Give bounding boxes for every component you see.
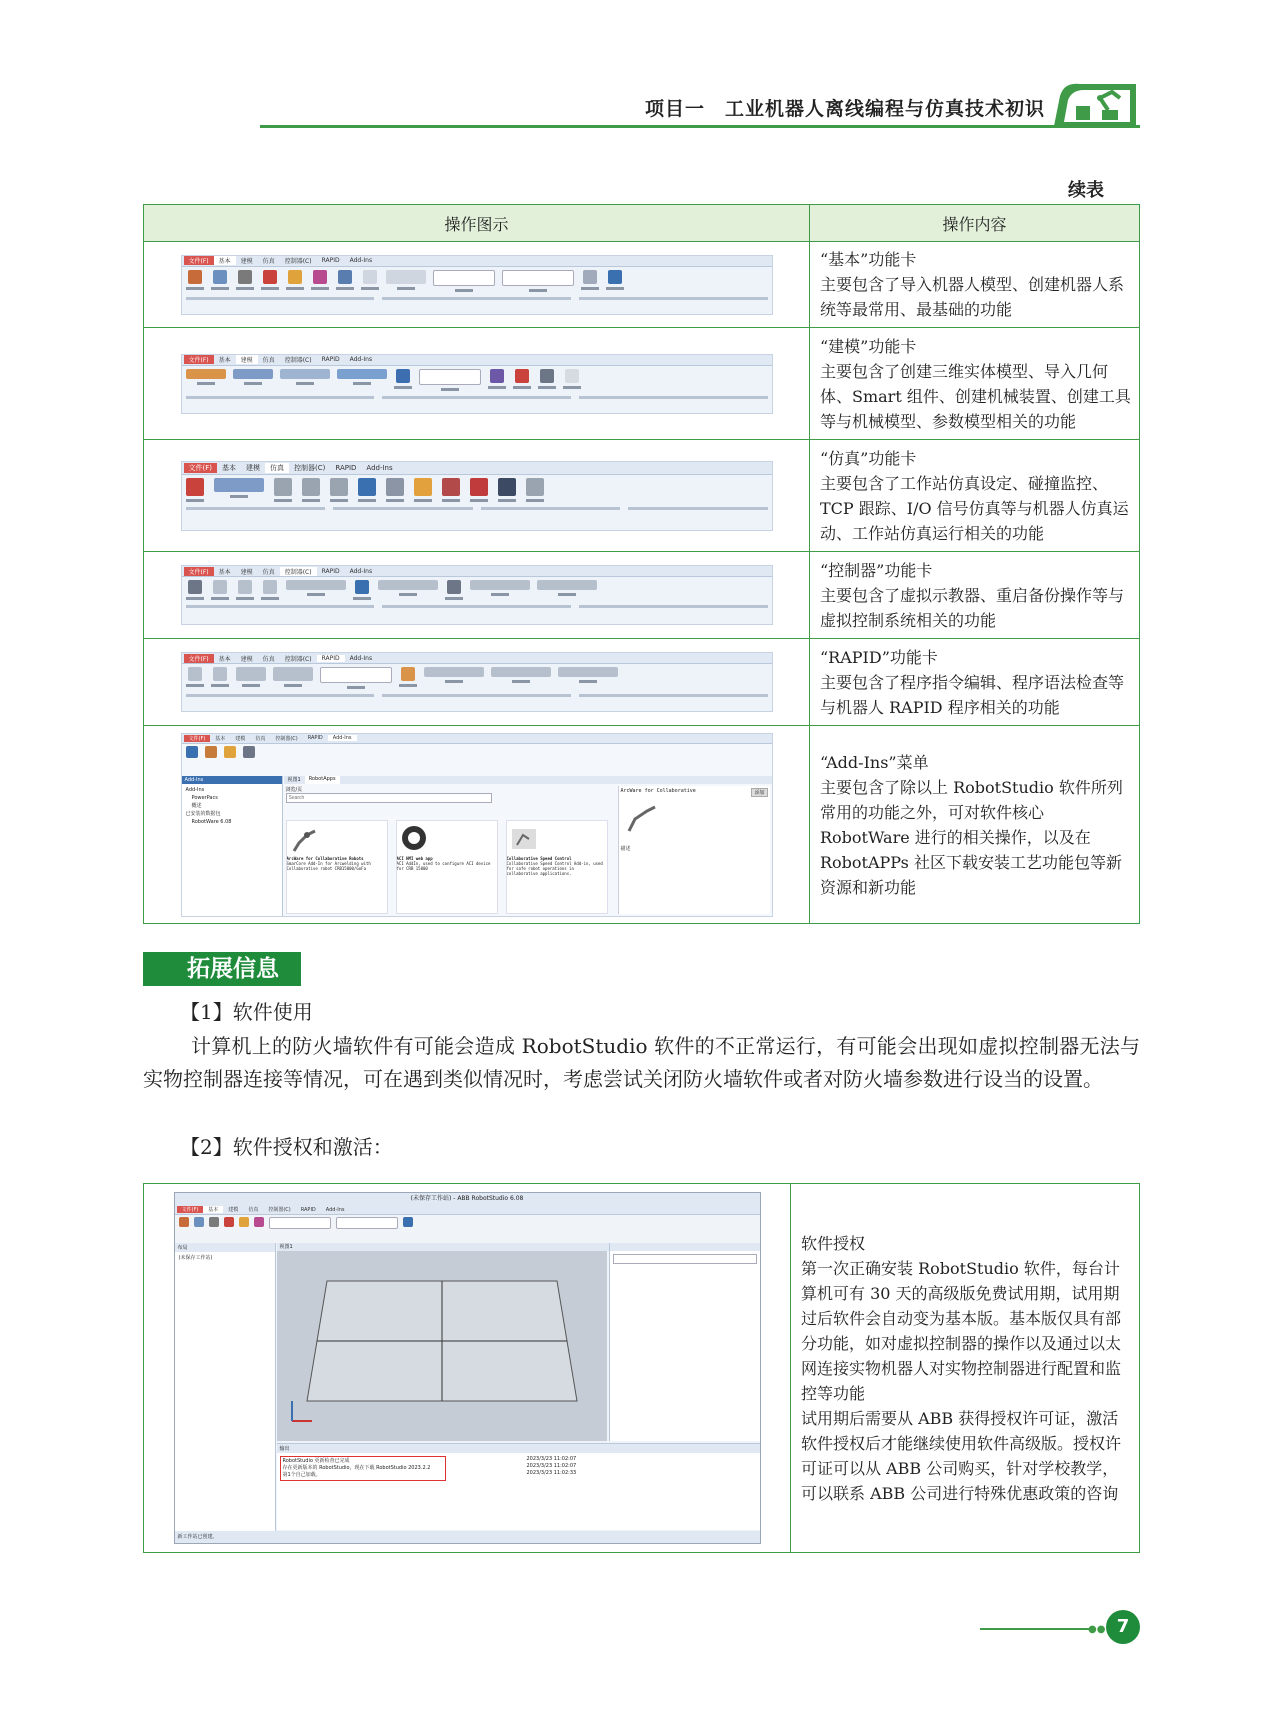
ribbon-tab-rapid[interactable]: RAPID	[300, 1206, 316, 1213]
ribbon-tab-basic[interactable]: 基本	[203, 1206, 223, 1213]
ribbon-modeling-screenshot	[144, 328, 810, 440]
table-header-row	[144, 205, 1140, 242]
ribbon-tab-modeling[interactable]: 建模	[240, 568, 253, 576]
addins-panel-title: Add-Ins	[182, 776, 282, 784]
card-desc: SmarCore Add-In for Arcwelding with Collaborative robot CRB15000/GoFa	[286, 860, 371, 871]
table-row-text	[810, 242, 1140, 328]
3d-viewport[interactable]	[277, 1251, 607, 1441]
ribbon-tab-rapid[interactable]: RAPID	[307, 735, 323, 741]
ribbon-tab-basic[interactable]: 基本	[215, 735, 226, 742]
ribbon-tab-controller[interactable]: 控制器(C)	[275, 735, 298, 742]
table-row	[144, 726, 1140, 924]
item1-label: 【1】软件使用	[180, 1000, 313, 1024]
row-body: 主要包含了工作站仿真设定、碰撞监控、TCP 跟踪、I/O 信号仿真等与机器人仿真运动、工作站仿真运行相关的功能	[820, 473, 1129, 543]
add-button[interactable]: 添加	[751, 788, 767, 797]
ribbon-tab-file[interactable]: 文件(F)	[184, 463, 218, 473]
row-body: 主要包含了导入机器人模型、创建机器人系统等最常用、最基础的功能	[820, 275, 1125, 319]
ribbon-tab-rapid[interactable]: RAPID	[317, 655, 345, 662]
table-row	[144, 440, 1140, 552]
log-time: 2023/3/23 11:02:07	[526, 1463, 577, 1469]
table-row-text	[810, 726, 1140, 924]
view-tab[interactable]: 视图1	[277, 1243, 610, 1251]
ribbon-tab-simulation[interactable]: 仿真	[262, 568, 275, 576]
table-row	[144, 552, 1140, 639]
ribbon-tab-file[interactable]: 文件(F)	[184, 567, 214, 576]
addin-card[interactable]	[506, 820, 608, 914]
ribbon-tab-file[interactable]: 文件(F)	[184, 735, 211, 742]
window-title: (未保存工作站) - ABB RobotStudio 6.08	[175, 1193, 760, 1205]
header-rule	[260, 125, 1140, 128]
ribbon-tab-controller[interactable]: 控制器(C)	[284, 357, 312, 364]
ribbon-tab-modeling[interactable]: 建模	[240, 655, 253, 663]
ribbon-tab-simulation[interactable]: 仿真	[255, 735, 266, 742]
tree-item[interactable]: 已安装的数据包	[185, 810, 221, 817]
license-text-cell	[791, 1184, 1140, 1553]
ribbon-tab-basic[interactable]: 基本	[218, 357, 231, 364]
log-times	[527, 1456, 577, 1477]
status-bar: 新工作站已创建。	[175, 1531, 760, 1543]
license-para1: 第一次正确安装 RobotStudio 软件，每台计算机可有 30 天的高级版免费试用期，试用期过后软件会自动变为基本版。基本版仅具有部分功能，如对虚拟控制器的操作以及通过以太网连接实物机器人对实物控制器进行配置和监控等功能	[801, 1258, 1122, 1403]
table-row-text	[810, 552, 1140, 639]
row-body: 主要包含了虚拟示教器、重启备份操作等与虚拟控制系统相关的功能	[820, 585, 1125, 630]
log-line: RobotStudio 更新检查已完成	[282, 1458, 350, 1464]
ribbon-controller-screenshot	[144, 552, 810, 639]
table-row	[144, 639, 1140, 726]
ribbon-tab-modeling[interactable]: 建模	[236, 355, 258, 364]
ribbon-tab-modeling[interactable]: 建模	[228, 1207, 239, 1213]
ribbon-basic-screenshot	[144, 242, 810, 328]
ribbon-tab-addins[interactable]: Add-Ins	[349, 567, 373, 575]
table-header-illustration: 操作图示	[144, 205, 810, 242]
detail-section: 描述	[620, 845, 631, 852]
table-row	[144, 328, 1140, 440]
card-title: ACI HMI web app	[396, 855, 433, 861]
footer-rule	[980, 1628, 1090, 1630]
ribbon-tab-simulation[interactable]: 仿真	[262, 258, 275, 265]
search-input[interactable]	[286, 793, 492, 803]
row-title: “基本”功能卡	[820, 250, 917, 269]
ribbon-tab-controller[interactable]: 控制器(C)	[280, 567, 317, 576]
ribbon-tab-addins[interactable]: Add-Ins	[349, 654, 373, 662]
table-header-content: 操作内容	[810, 205, 1140, 242]
floor-grid	[277, 1251, 607, 1441]
robot-arm-icon	[621, 797, 661, 833]
row-title: “仿真”功能卡	[820, 448, 917, 468]
output-title: 输出	[277, 1444, 760, 1453]
link-icon	[399, 823, 429, 853]
detail-title: ArcWare for Collaborative	[620, 787, 696, 794]
robot-arm-icon	[289, 823, 319, 853]
view-tab[interactable]: 视图1	[287, 776, 301, 783]
table-row	[144, 242, 1140, 328]
robot-arm-logo-icon	[1050, 76, 1140, 128]
addins-tree	[182, 784, 282, 828]
tree-item[interactable]: Add-Ins	[185, 786, 205, 793]
row-body: 主要包含了程序指令编辑、程序语法检查等与机器人 RAPID 程序相关的功能	[820, 672, 1125, 717]
ribbon-tab-controller[interactable]: 控制器(C)	[284, 655, 312, 663]
operations-table	[143, 204, 1140, 924]
log-time: 2023/3/23 11:02:33	[526, 1470, 577, 1476]
card-desc: Collaborative Speed Control Add-in, used for safe robot operations in collaborative applications.	[506, 860, 603, 876]
addin-card[interactable]	[396, 820, 498, 914]
ribbon-tab-simulation[interactable]: 仿真	[248, 1207, 259, 1213]
ribbon-tab-addins[interactable]: Add-Ins	[349, 257, 373, 264]
station-item[interactable]: (未保存工作站)	[178, 1255, 213, 1261]
license-screenshot-cell	[144, 1184, 791, 1553]
ribbon-tab-modeling[interactable]: 建模	[246, 463, 260, 472]
ribbon-tab-addins[interactable]: Add-Ins	[325, 1206, 345, 1213]
ribbon-tab-file[interactable]: 文件(F)	[184, 355, 214, 364]
row-body: 主要包含了创建三维实体模型、导入几何体、Smart 组件、创建机械装置、创建工具等与机械模型、参数模型相关的功能	[820, 361, 1131, 431]
ribbon-tab-file[interactable]: 文件(F)	[184, 654, 214, 663]
log-line: 第1个自己加载。	[282, 1472, 321, 1478]
card-desc: ACI AddIn, used to configure ACI device for CRB 15000	[396, 860, 491, 871]
browse-label: 浏览/页	[285, 786, 303, 793]
ribbon-tab-addins[interactable]: Add-Ins	[328, 735, 357, 741]
item1-text: 计算机上的防火墙软件有可能会造成 RobotStudio 软件的不正常运行，有可能会出现如虚拟控制器无法与实物控制器连接等情况，可在遇到类似情况时，考虑尝试关闭防火墙软件或者对防火墙参数进行设当的设置。	[143, 1034, 1140, 1091]
table-row-text	[810, 328, 1140, 440]
output-log	[280, 1456, 446, 1481]
ribbon-tab-rapid[interactable]: RAPID	[321, 356, 340, 363]
log-time: 2023/3/23 11:02:07	[526, 1456, 577, 1462]
running-header	[260, 90, 1140, 128]
license-para2: 试用期后需要从 ABB 获得授权许可证，激活软件授权后才能继续使用软件高级版。授权许可证可以从 ABB 公司购买，针对学校教学，可以联系 ABB 公司进行特殊优惠政策的咨询	[801, 1408, 1122, 1503]
license-title: 软件授权	[801, 1233, 866, 1253]
tree-item[interactable]: PowerPacs	[191, 794, 218, 801]
row-title: “控制器”功能卡	[820, 560, 933, 580]
addin-card[interactable]	[286, 820, 388, 914]
ribbon-tab-simulation[interactable]: 仿真	[262, 655, 275, 663]
ribbon-tab-simulation[interactable]: 仿真	[262, 357, 275, 364]
row-title: “Add-Ins”菜单	[820, 752, 929, 772]
row-title: “RAPID”功能卡	[820, 647, 938, 667]
ribbon-tab-controller[interactable]: 控制器(C)	[294, 463, 326, 472]
page-number: 7	[1106, 1610, 1140, 1644]
ribbon-tab-file[interactable]: 文件(F)	[184, 256, 214, 265]
ribbon-tab-addins[interactable]: Add-Ins	[349, 356, 373, 363]
table-row-text	[810, 639, 1140, 726]
footer-dots-icon: ●●	[1088, 1624, 1106, 1635]
ribbon-tab-basic[interactable]: 基本	[218, 655, 231, 663]
ribbon-tab-addins[interactable]: Add-Ins	[366, 463, 393, 472]
ribbon-rapid-screenshot	[144, 639, 810, 726]
header-title: 项目一 工业机器人离线编程与仿真技术初识	[644, 98, 1045, 120]
ribbon-tab-basic[interactable]: 基本	[222, 463, 236, 472]
item2-label: 【2】软件授权和激活：	[180, 1135, 393, 1159]
ribbon-tab-file[interactable]: 文件(F)	[177, 1206, 204, 1213]
ribbon-tab-simulation[interactable]: 仿真	[265, 463, 289, 473]
ribbon-tab-controller[interactable]: 控制器(C)	[268, 1207, 291, 1213]
ribbon-simulation-screenshot	[144, 440, 810, 552]
license-table	[143, 1183, 1140, 1553]
card-title: ArcWare for Collaborative Robots	[286, 855, 364, 861]
log-line: 存在更新版本的 RobotStudio，现在下载 RobotStudio 2023.2.2	[282, 1465, 431, 1471]
cell-icon	[509, 823, 539, 853]
card-title: Collaborative Speed Control	[506, 855, 572, 861]
layout-tab[interactable]: 布局	[175, 1243, 275, 1252]
robotapps-tab[interactable]: RobotApps	[305, 776, 340, 784]
ribbon-tab-basic[interactable]: 基本	[218, 568, 231, 576]
addins-screenshot	[144, 726, 810, 924]
ribbon-tab-controller[interactable]: 控制器(C)	[284, 258, 312, 265]
ribbon-tab-modeling[interactable]: 建模	[235, 735, 246, 742]
ribbon-tab-rapid[interactable]: RAPID	[321, 257, 340, 264]
robotstudio-window	[174, 1192, 761, 1544]
ribbon-tab-rapid[interactable]: RAPID	[321, 567, 340, 575]
row-body: 主要包含了除以上 RobotStudio 软件所列常用的功能之外，可对软件核心 RobotWare 进行的相关操作，以及在 RobotAPPs 社区下载安装工艺功能包等新资源和新功能	[820, 777, 1123, 897]
tree-item[interactable]: RobotWare 6.08	[191, 818, 232, 825]
ribbon-tab-modeling[interactable]: 建模	[240, 258, 253, 265]
section-heading: 拓展信息	[143, 952, 301, 986]
tree-item[interactable]: 概述	[191, 802, 202, 809]
ribbon-tab-basic[interactable]: 基本	[214, 256, 236, 265]
ribbon-tab-rapid[interactable]: RAPID	[335, 463, 357, 472]
row-title: “建模”功能卡	[820, 336, 917, 356]
continued-label: 续表	[1068, 180, 1104, 201]
table-row-text	[810, 440, 1140, 552]
